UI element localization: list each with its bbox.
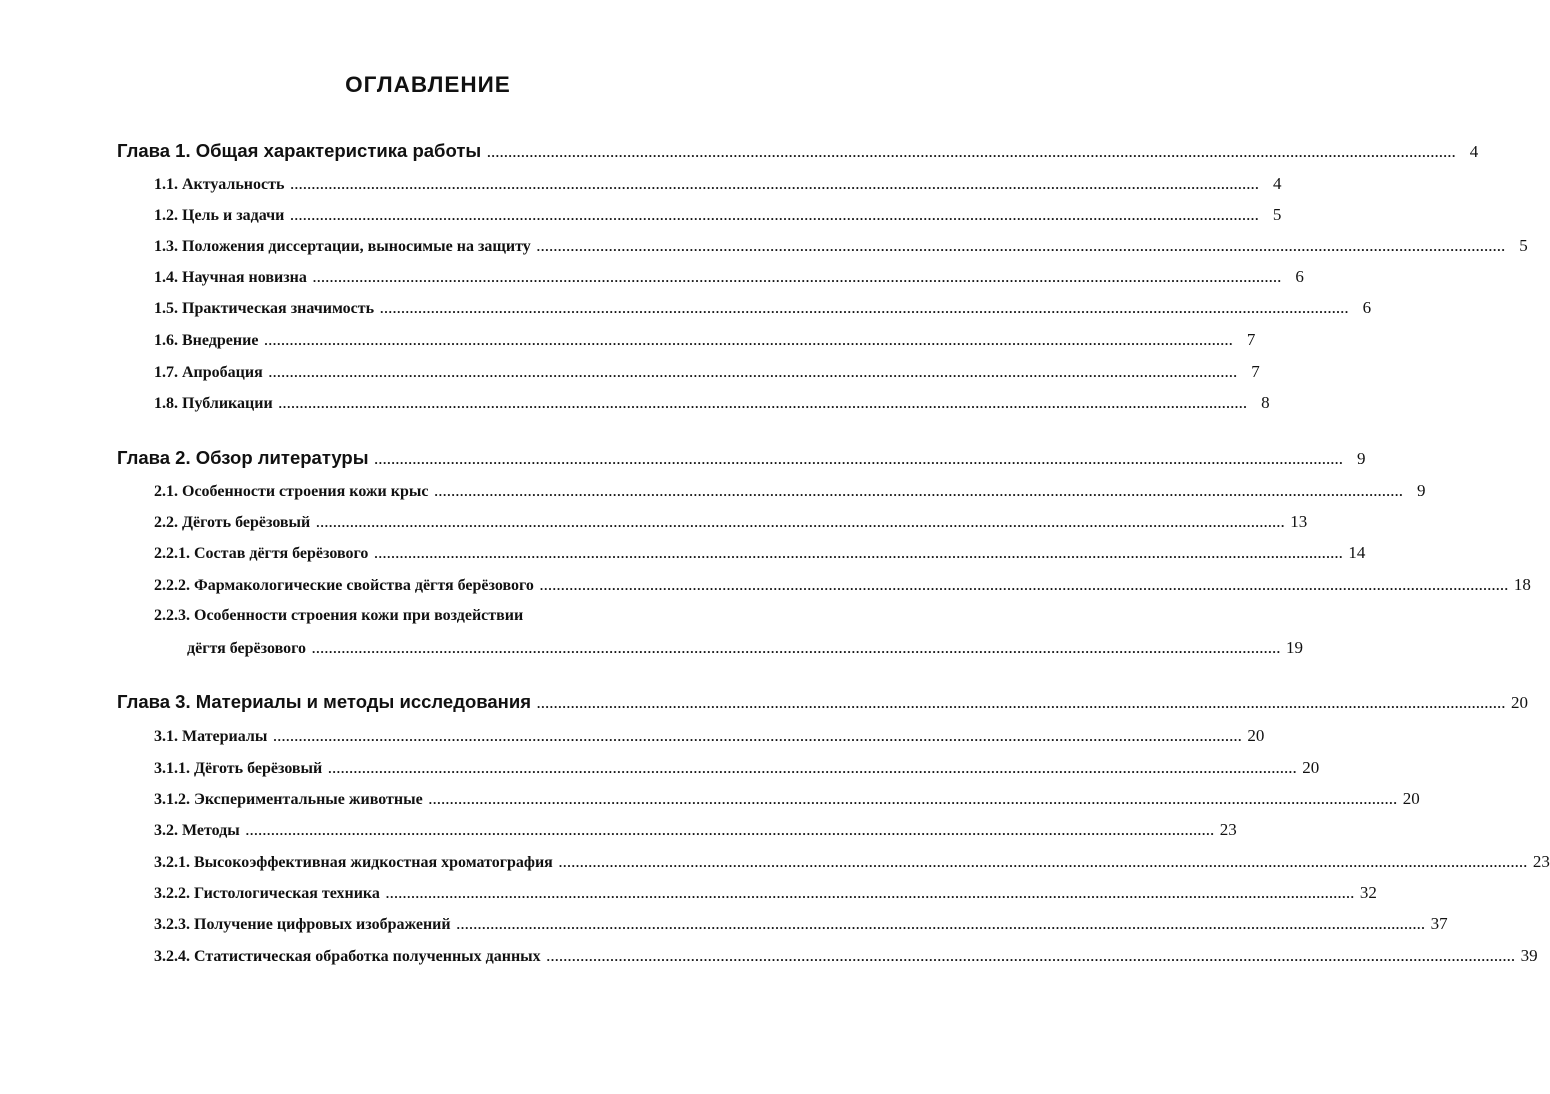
toc-section-1-3[interactable]	[154, 236, 1528, 256]
toc-section-label: 2.2.2. Фармакологические свойства дёгтя берёзового	[154, 577, 534, 594]
toc-leader: ....................................................................................................................................................................................................................................	[539, 578, 1509, 593]
toc-leader: ....................................................................................................................................................................................................................................	[536, 239, 1506, 254]
toc-chapter-1[interactable]	[117, 140, 1479, 162]
toc-section-label: 1.2. Цель и задачи	[154, 207, 285, 224]
toc-leader: ....................................................................................................................................................................................................................................	[268, 365, 1238, 380]
toc-section-label: 1.3. Положения диссертации, выносимые на защиту	[154, 238, 531, 255]
toc-section-2-2-3-label[interactable]: 2.2.3. Особенности строения кожи при воздействии	[154, 607, 524, 624]
toc-page-number: 6	[1362, 298, 1372, 317]
toc-section-label: 1.6. Внедрение	[154, 332, 259, 349]
page-title: ОГЛАВЛЕНИЕ	[345, 72, 511, 97]
toc-page-number: 23	[1219, 820, 1237, 839]
toc-leader: ....................................................................................................................................................................................................................................	[558, 855, 1528, 870]
toc-section-label: 2.2. Дёготь берёзовый	[154, 514, 311, 531]
toc-section-label: 1.8. Публикации	[154, 395, 273, 412]
toc-leader: ....................................................................................................................................................................................................................................	[312, 270, 1282, 285]
toc-section-label: 1.7. Апробация	[154, 364, 263, 381]
toc-section-label: 1.4. Научная новизна	[154, 269, 307, 286]
toc-section-3-2[interactable]	[154, 820, 1237, 840]
toc-section-2-2-1[interactable]	[154, 543, 1366, 563]
toc-page-number: 8	[1261, 393, 1270, 412]
toc-chapter-label: Глава 2. Обзор литературы	[117, 447, 369, 468]
toc-section-3-1[interactable]	[154, 726, 1265, 746]
toc-section-label: 3.2.1. Высокоэффективная жидкостная хроматография	[154, 854, 553, 871]
toc-leader: ....................................................................................................................................................................................................................................	[316, 515, 1286, 530]
toc-leader: ....................................................................................................................................................................................................................................	[374, 452, 1344, 467]
toc-leader: ....................................................................................................................................................................................................................................	[278, 396, 1248, 411]
toc-page-number: 23	[1532, 852, 1550, 871]
toc-section-1-7[interactable]	[154, 362, 1260, 382]
toc-leader: ....................................................................................................................................................................................................................................	[380, 301, 1350, 316]
toc-page-number: 5	[1519, 236, 1528, 255]
toc-leader: ....................................................................................................................................................................................................................................	[428, 792, 1398, 807]
toc-leader: ....................................................................................................................................................................................................................................	[487, 145, 1457, 160]
toc-page-number: 7	[1246, 330, 1256, 349]
toc-page-number: 20	[1302, 758, 1320, 777]
toc-page-number: 20	[1247, 726, 1265, 745]
toc-page-number: 19	[1286, 638, 1303, 657]
toc-section-label: 2.2.1. Состав дёгтя берёзового	[154, 545, 369, 562]
toc-section-2-1[interactable]	[154, 481, 1426, 501]
toc-section-1-8[interactable]	[154, 393, 1270, 413]
toc-section-label: 3.1.2. Экспериментальные животные	[154, 791, 423, 808]
toc-page-number: 14	[1348, 543, 1366, 562]
toc-section-1-2[interactable]	[154, 205, 1282, 225]
toc-section-label: 2.1. Особенности строения кожи крыс	[154, 483, 429, 500]
toc-section-label: 3.2.4. Статистическая обработка полученных данных	[154, 948, 541, 965]
toc-page-number: 20	[1402, 789, 1420, 808]
toc-section-label: 3.1. Материалы	[154, 728, 268, 745]
toc-page-number: 39	[1520, 946, 1538, 965]
toc-section-label: 1.1. Актуальность	[154, 176, 285, 193]
toc-chapter-2[interactable]	[117, 447, 1366, 469]
toc-section-1-4[interactable]	[154, 267, 1304, 287]
toc-page-number: 6	[1295, 267, 1304, 286]
toc-section-label: 3.2.3. Получение цифровых изображений	[154, 916, 451, 933]
toc-leader: ....................................................................................................................................................................................................................................	[273, 729, 1243, 744]
toc-section-3-2-4[interactable]	[154, 946, 1538, 966]
toc-leader: ....................................................................................................................................................................................................................................	[290, 177, 1260, 192]
toc-section-label: 3.1.1. Дёготь берёзовый	[154, 760, 323, 777]
toc-page-number: 9	[1416, 481, 1426, 500]
toc-leader: ....................................................................................................................................................................................................................................	[374, 546, 1344, 561]
toc-section-1-6[interactable]	[154, 330, 1256, 350]
toc-leader: ....................................................................................................................................................................................................................................	[245, 823, 1215, 838]
toc-section-3-2-1[interactable]	[154, 852, 1550, 872]
toc-section-label: дёгтя берёзового	[187, 640, 306, 657]
toc-page-number: 7	[1251, 362, 1260, 381]
toc-section-3-2-2[interactable]	[154, 883, 1377, 903]
toc-chapter-label: Глава 3. Материалы и методы исследования	[117, 691, 532, 712]
toc-section-2-2[interactable]	[154, 512, 1308, 532]
toc-page-number: 32	[1359, 883, 1377, 902]
toc-section-label: 3.2. Методы	[154, 822, 240, 839]
toc-leader: ....................................................................................................................................................................................................................................	[328, 761, 1298, 776]
toc-leader: ....................................................................................................................................................................................................................................	[546, 949, 1516, 964]
toc-leader: ....................................................................................................................................................................................................................................	[312, 641, 1281, 656]
toc-section-1-1[interactable]	[154, 174, 1282, 194]
toc-section-2-2-3[interactable]	[187, 638, 1303, 658]
toc-leader: ....................................................................................................................................................................................................................................	[434, 484, 1404, 499]
toc-chapter-label: Глава 1. Общая характеристика работы	[117, 140, 482, 161]
toc-section-1-5[interactable]	[154, 298, 1372, 318]
toc-section-3-1-1[interactable]	[154, 758, 1320, 778]
toc-page-number: 37	[1430, 914, 1448, 933]
toc-page-number: 5	[1272, 205, 1282, 224]
toc-section-label: 3.2.2. Гистологическая техника	[154, 885, 380, 902]
toc-page-number: 20	[1511, 693, 1529, 712]
toc-leader: ....................................................................................................................................................................................................................................	[537, 696, 1507, 711]
toc-page-number: 4	[1272, 174, 1282, 193]
toc-section-3-1-2[interactable]	[154, 789, 1420, 809]
toc-page-number: 13	[1290, 512, 1308, 531]
toc-section-label: 1.5. Практическая значимость	[154, 300, 375, 317]
toc-page-number: 9	[1357, 449, 1366, 468]
toc-leader: ....................................................................................................................................................................................................................................	[385, 886, 1355, 901]
toc-chapter-3[interactable]	[117, 691, 1529, 713]
toc-page-number: 4	[1469, 142, 1479, 161]
toc-page-number: 18	[1513, 575, 1531, 594]
toc-leader: ....................................................................................................................................................................................................................................	[290, 208, 1260, 223]
toc-section-3-2-3[interactable]	[154, 914, 1448, 934]
toc-leader: ....................................................................................................................................................................................................................................	[264, 333, 1234, 348]
toc-leader: ....................................................................................................................................................................................................................................	[456, 917, 1426, 932]
toc-section-2-2-2[interactable]	[154, 575, 1531, 595]
